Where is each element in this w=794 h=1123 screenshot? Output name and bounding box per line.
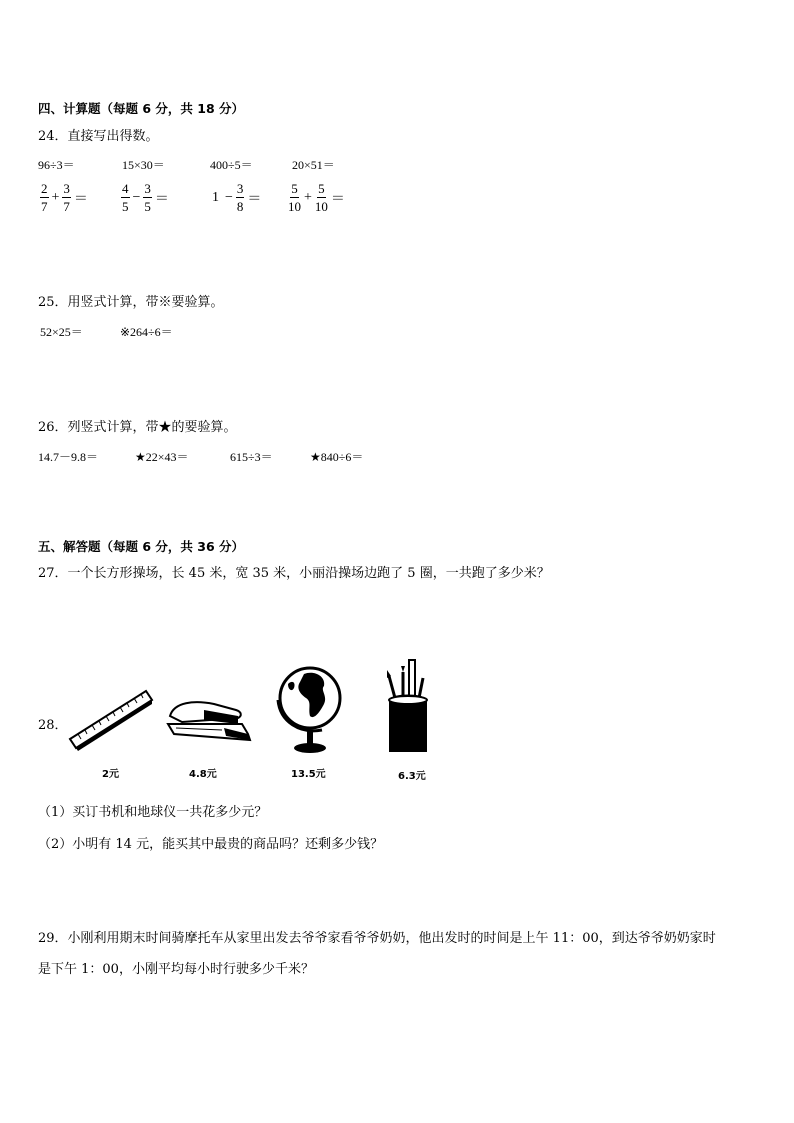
stapler-price: 4.8元	[189, 769, 217, 780]
question-29-line-2: 是下午 1：00，小刚平均每小时行驶多少千米？	[38, 962, 314, 977]
q24-item-4: 20×51＝	[292, 158, 335, 172]
question-27-prompt: 27．一个长方形操场，长 45 米，宽 35 米，小丽沿操场边跑了 5 圈，一共跑了多少米？	[38, 566, 550, 581]
question-25-prompt: 25．用竖式计算，带※要验算。	[38, 295, 224, 310]
pen-holder-price: 6.3元	[398, 771, 426, 782]
q24-fraction-expr-1: $\frac{2}{7}$ + $\frac{3}{7}$ ＝	[41, 181, 88, 214]
section-4-title: 四、计算题（每题 6 分，共 18 分）	[38, 101, 245, 116]
pen-holder-icon	[383, 654, 433, 758]
q26-item-2: ★22×43＝	[135, 450, 189, 464]
q25-item-1: 52×25＝	[40, 325, 83, 339]
q26-item-4: ★840÷6＝	[310, 450, 364, 464]
globe-icon	[274, 660, 346, 760]
fraction: $\frac{3}{5}$	[144, 181, 151, 214]
q24-item-3: 400÷5＝	[210, 158, 253, 172]
q24-fraction-expr-4: $\frac{5}{10}$ + $\frac{5}{10}$ ＝	[288, 181, 345, 214]
fraction: $\frac{4}{5}$	[122, 181, 129, 214]
q24-item-1: 96÷3＝	[38, 158, 75, 172]
q26-item-1: 14.7－9.8＝	[38, 450, 99, 464]
fraction: $\frac{5}{10}$	[314, 181, 328, 214]
globe-price: 13.5元	[291, 769, 326, 780]
ruler-price: 2元	[102, 769, 119, 780]
question-28-label: 28．	[38, 718, 68, 733]
fraction: $\frac{3}{7}$	[63, 181, 70, 214]
ruler-icon	[66, 683, 156, 753]
fraction: $\frac{2}{7}$	[41, 181, 48, 214]
question-26-prompt: 26．列竖式计算，带★的要验算。	[38, 420, 237, 435]
q25-item-2: ※264÷6＝	[120, 325, 173, 339]
fraction: $\frac{3}{8}$	[236, 181, 244, 214]
question-24-prompt: 24．直接写出得数。	[38, 129, 159, 144]
q24-fraction-expr-3: 1 − $\frac{3}{8}$ ＝	[212, 181, 262, 214]
question-28-sub-2: （2）小明有 14 元，能买其中最贵的商品吗？还剩多少钱？	[38, 837, 384, 852]
section-5-title: 五、解答题（每题 6 分，共 36 分）	[38, 539, 245, 554]
q26-item-3: 615÷3＝	[230, 450, 273, 464]
stapler-icon	[164, 694, 254, 746]
fraction: $\frac{5}{10}$	[288, 181, 301, 214]
question-29-line-1: 29．小刚利用期末时间骑摩托车从家里出发去爷爷家看爷爷奶奶，他出发时的时间是上午 11：00，到达爷爷奶奶家时	[38, 931, 716, 946]
q24-item-2: 15×30＝	[122, 158, 165, 172]
question-28-sub-1: （1）买订书机和地球仪一共花多少元？	[38, 805, 268, 820]
q24-fraction-expr-2: $\frac{4}{5}$ − $\frac{3}{5}$ ＝	[122, 181, 169, 214]
